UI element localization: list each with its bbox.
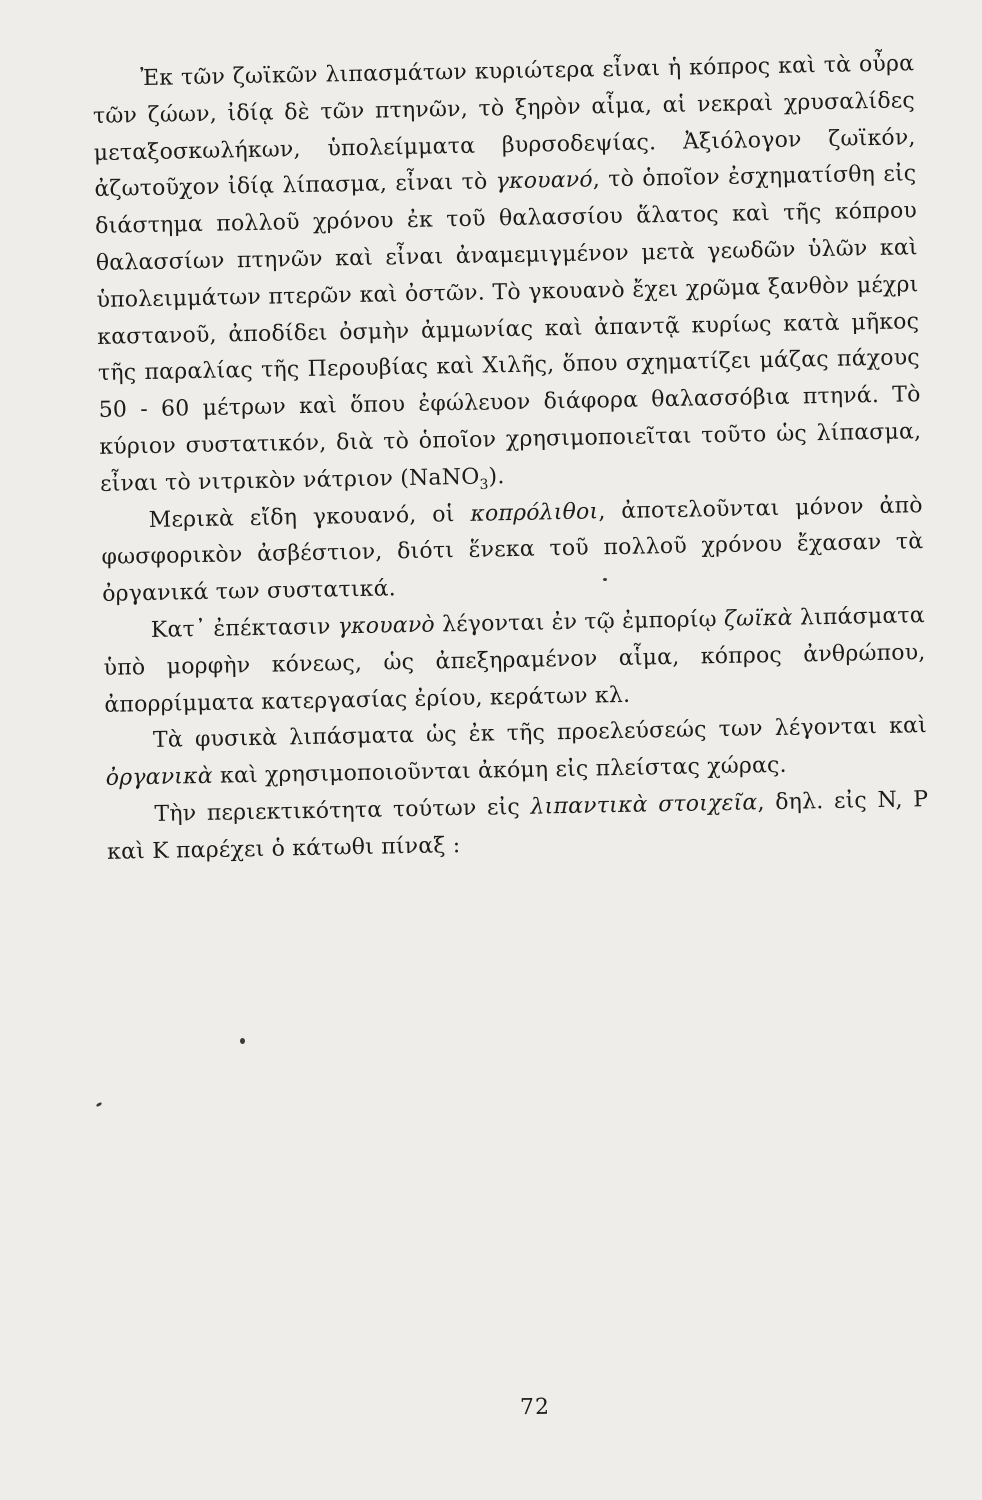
text-segment: Τὰ φυσικὰ λιπάσματα ὡς ἐκ τῆς προελεύσεώς των λέγονται καὶ [152,713,928,754]
ink-speck [603,578,607,581]
text-segment: ). [488,463,505,490]
paragraph-kat-epektasin [103,598,927,724]
text-segment: καὶ χρησιμοποιοῦνται ἀκόμη εἰς πλείστας χώρας. [212,752,787,789]
term-organika: ὀργανικὰ [105,763,214,792]
page-number: 72 [519,1394,551,1421]
term-gkouano: γκουανό [495,167,594,195]
text-segment: Ἐκ τῶν ζωϊκῶν λιπασμάτων κυριώτερα εἶναι ἡ κόπρος καὶ τὰ οὖρα τῶν ζώων, ἰδίᾳ δὲ τῶν πτηνῶν, τὸ ξηρὸν αἷμα, αἱ νεκραὶ χρυσαλίδες μεταξοσκωλήκων, ὑπολείμματα βυρσοδεψίας. Ἀξιόλογον ζωϊκόν, ἀζωτοῦχον ἰδίᾳ λίπασμα, εἶναι τὸ [92,51,916,203]
text-segment: λέγονται ἐν τῷ ἐμπορίῳ [434,606,725,638]
term-gkouano: γκουανὸ [337,612,436,640]
subscript-3: 3 [479,476,489,493]
ink-speck [96,1102,103,1108]
text-segment: , τὸ ὁποῖον ἐσχηματίσθη εἰς διάστημα πολλοῦ χρόνου ἐκ τοῦ θαλασσίου ἅλατος καὶ τῆς κόπρου θαλασσίων πτηνῶν καὶ εἶναι ἀναμεμιγμένον μετὰ γεωδῶν ὑλῶν καὶ ὑπολειμμάτων πτερῶν καὶ ὀστῶν. Τὸ γκουανὸ ἔχει χρῶμα ξανθὸν μέχρι καστανοῦ, ἀποδίδει ὀσμὴν ἀμμωνίας καὶ ἀπαντᾷ κυρίως κατὰ μῆκος τῆς παραλίας τῆς Περουβίας καὶ Χιλῆς, ὅπου σχηματίζει μάζας πάχους 50 - 60 μέτρων καὶ ὅπου ἐφώλευον διάφορα θαλασσόβια πτηνά. Τὸ κύριον συστατικόν, διὰ τὸ ὁποῖον χρησιμοποιεῖται τοῦτο ὡς λίπασμα, εἶναι τὸ νιτρικὸν νάτριον (NaNO [94,161,922,497]
term-lipantika-stoixeia: λιπαντικὰ στοιχεῖα [530,790,758,820]
text-segment: λιπάσματα ὑπὸ μορφὴν κόνεως, ὡς ἀπεξηραμένον αἷμα, κόπρος ἀνθρώπου, ἀπορρίμματα κατεργασίας ἐρίου, κεράτων κλ. [103,603,926,718]
paragraph-zoika-lipasmata [92,46,922,503]
term-zoika: ζωϊκὰ [723,605,793,632]
text-segment: Κατ᾽ ἐπέκτασιν [150,614,339,643]
text-segment: Μερικὰ εἴδη γκουανό, οἱ [148,501,471,533]
paragraph-koprolithoi [100,488,924,614]
text-segment: , δηλ. εἰς N, P καὶ K παρέχει ὁ κάτωθι πίναξ : [106,787,929,865]
text-segment: Τὴν περιεκτικότητα τούτων εἰς [154,794,531,827]
text-segment: , ἀποτελοῦνται μόνον ἀπὸ φωσφορικὸν ἀσβέστιον, διότι ἕνεκα τοῦ πολλοῦ χρόνου ἔχασαν τὰ ὀργανικά των συστατικά. [101,492,924,608]
term-koprolithoi: κοπρόλιθοι [470,498,599,527]
body-text [92,46,929,871]
ink-speck [240,1038,245,1044]
paragraph-periektikotita [106,782,929,871]
